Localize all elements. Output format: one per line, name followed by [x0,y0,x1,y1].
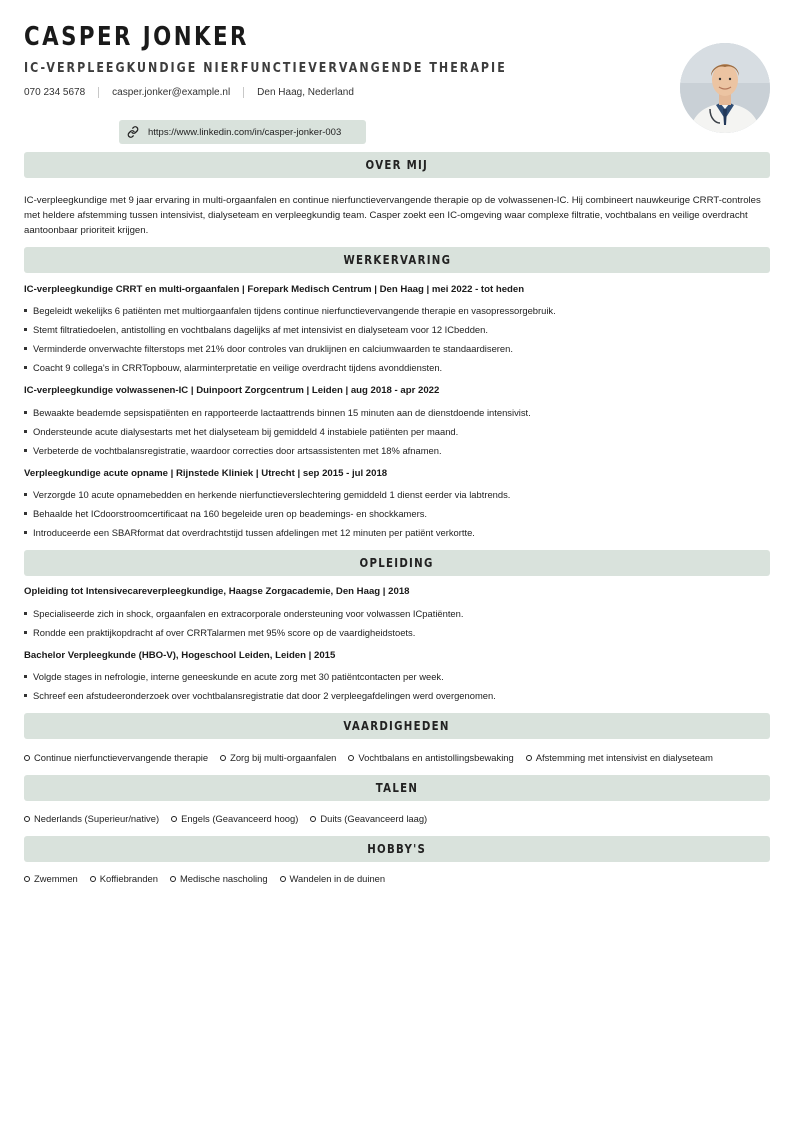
job-title: IC-verpleegkundige CRRT en multi-orgaanfalen | Forepark Medisch Centrum | Den Haag | mei 2022 - tot heden [24,284,525,295]
hobbies-list [24,873,397,884]
list-item: Specialiseerde zich in shock, orgaanfalen en extracorporale ondersteuning voor volwassen ICpatiënten. [24,608,463,619]
skill-item: Zorg bij multi-orgaanfalen [220,752,336,763]
hobby-item: Koffiebranden [90,873,158,884]
list-item: Rondde een praktijkopdracht af over CRRTalarmen met 95% score op de vaardigheidstoets. [24,627,415,638]
contact-divider [243,87,244,98]
education-title: Bachelor Verpleegkunde (HBO-V), Hogeschool Leiden, Leiden | 2015 [24,650,336,661]
contact-divider [98,87,99,98]
email-address[interactable]: casper.jonker@example.nl [112,87,231,98]
link-icon [127,126,139,138]
section-hobbies: HOBBY'S [24,836,770,862]
list-item: Introduceerde een SBARformat dat overdrachtstijd tussen afdelingen met 12 minuten per patiënt verkortte. [24,527,475,538]
section-skills: VAARDIGHEDEN [24,713,770,739]
skill-item: Vochtbalans en antistollingsbewaking [348,752,513,763]
list-item: Stemt filtratiedoelen, antistolling en vochtbalans dagelijks af met intensivist en dialyseteam voor 12 ICbedden. [24,324,488,335]
skill-item: Continue nierfunctievervangende therapie [24,752,208,763]
list-item: Volgde stages in nefrologie, interne geneeskunde en acute zorg met 30 patiëntcontacten per week. [24,671,444,682]
language-item: Nederlands (Superieur/native) [24,813,159,824]
job-title: Verpleegkundige acute opname | Rijnstede Kliniek | Utrecht | sep 2015 - jul 2018 [24,468,388,479]
profile-photo [680,43,770,133]
education-title: Opleiding tot Intensivecareverpleegkundige, Haagse Zorgacademie, Den Haag | 2018 [24,586,410,597]
list-item: Behaalde het ICdoorstroomcertificaat na 160 begeleide uren op beademings- en shockkamers. [24,508,427,519]
language-item: Duits (Geavanceerd laag) [310,813,427,824]
section-about: OVER MIJ [24,152,770,178]
hobby-item: Medische nascholing [170,873,268,884]
list-item: Begeleidt wekelijks 6 patiënten met multiorgaanfalen tijdens continue nierfunctievervangende therapie en vasopressorgebruik. [24,305,556,316]
hobby-item: Zwemmen [24,873,78,884]
hobby-item: Wandelen in de duinen [280,873,386,884]
list-item: Coacht 9 collega's in CRRTopbouw, alarminterpretatie en veilige overdracht tijdens avonddiensten. [24,362,442,373]
skill-item: Afstemming met intensivist en dialyseteam [526,752,713,763]
list-item: Ondersteunde acute dialysestarts met het dialyseteam bij gemiddeld 4 instabiele patiënten per maand. [24,426,458,437]
list-item: Verbeterde de vochtbalansregistratie, waardoor correcties door artsassistenten met 18% afnamen. [24,445,442,456]
linkedin-link[interactable] [119,120,366,144]
list-item: Verzorgde 10 acute opnamebedden en herkende nierfunctieverslechtering gemiddeld 1 dienst eerder via labtrends. [24,489,510,500]
phone-number: 070 234 5678 [24,87,86,98]
list-item: Verminderde onverwachte filterstops met 21% door controles van druklijnen en calciumwaarden te standaardiseren. [24,343,513,354]
summary-text: IC-verpleegkundige met 9 jaar ervaring in multi-orgaanfalen en continue nierfunctievervangende therapie op de volwassenen-IC. Hij combineert nauwkeurige CRRT-controles met heldere afstemming tussen intensivist, dialyseteam en verpleegkundig team. Casper zoekt een IC-omgeving waar complexe filtratie, vochtbalans en veilige overdracht aantoonbaar prioriteit krijgen. [24,195,761,236]
list-item: Bewaakte beademde sepsispatiënten en rapporteerde lactaattrends binnen 15 minuten aan de dienstdoende intensivist. [24,407,531,418]
section-education: OPLEIDING [24,550,770,576]
candidate-name: CASPER JONKER [24,22,249,52]
languages-list [24,813,439,824]
location: Den Haag, Nederland [257,87,354,98]
skills-list [24,752,725,763]
section-experience: WERKERVARING [24,247,770,273]
language-item: Engels (Geavanceerd hoog) [171,813,298,824]
contact-line [24,87,354,98]
candidate-role: IC-VERPLEEGKUNDIGE NIERFUNCTIEVERVANGENDE THERAPIE [24,61,507,76]
job-title: IC-verpleegkundige volwassenen-IC | Duinpoort Zorgcentrum | Leiden | aug 2018 - apr 2022 [24,385,440,396]
linkedin-url[interactable]: https://www.linkedin.com/in/casper-jonker-003 [148,126,342,138]
section-languages: TALEN [24,775,770,801]
list-item: Schreef een afstudeeronderzoek over vochtbalansregistratie dat door 2 verpleegafdelingen werd overgenomen. [24,690,496,701]
